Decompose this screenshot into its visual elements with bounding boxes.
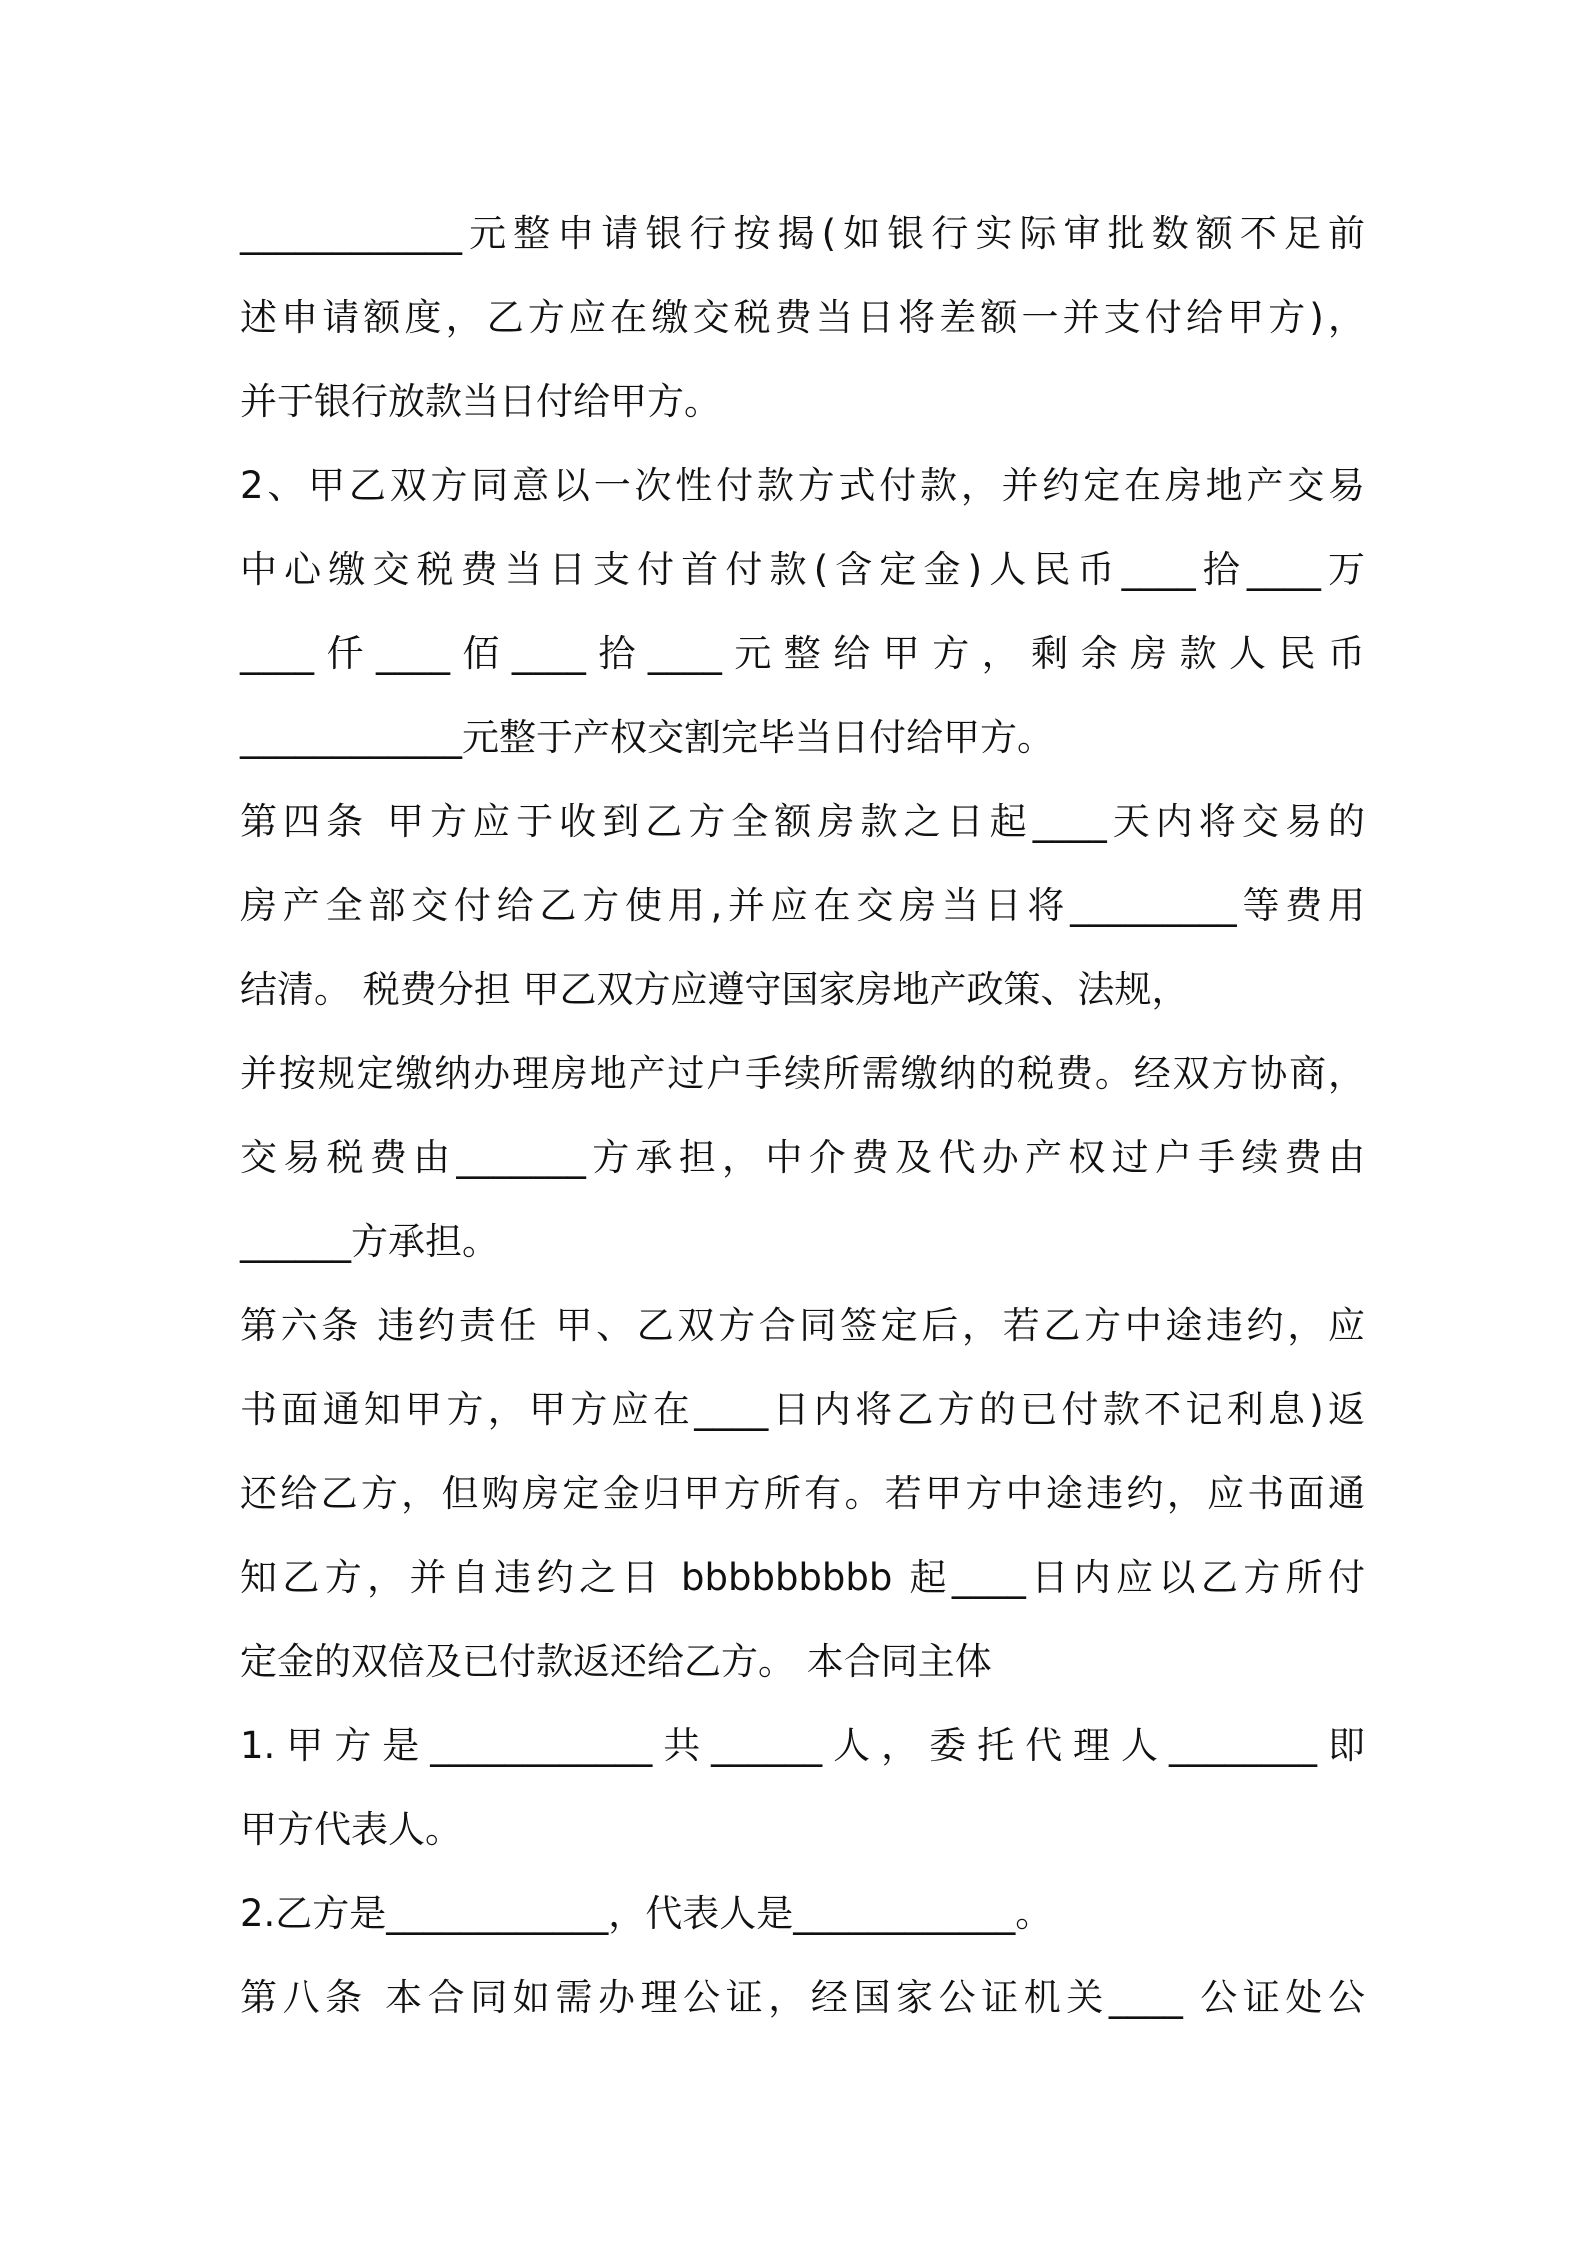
text-line: 知乙方，并自违约之日 bbbbbbbbb 起____日内应以乙方所付	[240, 1556, 1365, 1599]
text-line: 第六条 违约责任 甲、乙双方合同签定后，若乙方中途违约，应	[240, 1304, 1365, 1347]
text-line: 还给乙方，但购房定金归甲方所有。若甲方中途违约，应书面通	[240, 1472, 1365, 1515]
text-line: 书面通知甲方，甲方应在____日内将乙方的已付款不记利息)返	[240, 1388, 1365, 1431]
text-line: 房产全部交付给乙方使用,并应在交房当日将_________等费用	[240, 884, 1365, 927]
text-line: 并于银行放款当日付给甲方。	[240, 380, 721, 423]
text-line: 定金的双倍及已付款返还给乙方。 本合同主体	[240, 1640, 992, 1683]
text-line: 结清。 税费分担 甲乙双方应遵守国家房地产政策、法规，	[240, 968, 1189, 1011]
text-line: ______方承担。	[240, 1220, 499, 1263]
text-line: 2、甲乙双方同意以一次性付款方式付款，并约定在房地产交易	[240, 464, 1365, 507]
text-line: 1.甲方是____________共______人，委托代理人________即	[240, 1724, 1365, 1767]
text-line: 甲方代表人。	[240, 1808, 462, 1851]
text-line: ____________元整申请银行按揭(如银行实际审批数额不足前	[240, 212, 1365, 255]
text-line: 并按规定缴纳办理房地产过户手续所需缴纳的税费。经双方协商，	[240, 1052, 1365, 1095]
text-line: 2.乙方是____________，代表人是____________。	[240, 1892, 1053, 1935]
text-line: 第四条 甲方应于收到乙方全额房款之日起____天内将交易的	[240, 800, 1365, 843]
text-line: ____________元整于产权交割完毕当日付给甲方。	[240, 716, 1054, 759]
text-line: 第八条 本合同如需办理公证，经国家公证机关____ 公证处公	[240, 1976, 1365, 2019]
text-line: 中心缴交税费当日支付首付款(含定金)人民币____拾____万	[240, 548, 1365, 591]
text-line: 交易税费由_______方承担，中介费及代办产权过户手续费由	[240, 1136, 1365, 1179]
text-line: ____仟____佰____拾____元整给甲方，剩余房款人民币	[240, 632, 1365, 675]
text-line: 述申请额度，乙方应在缴交税费当日将差额一并支付给甲方)，	[240, 296, 1365, 339]
contract-text	[240, 192, 1365, 2040]
